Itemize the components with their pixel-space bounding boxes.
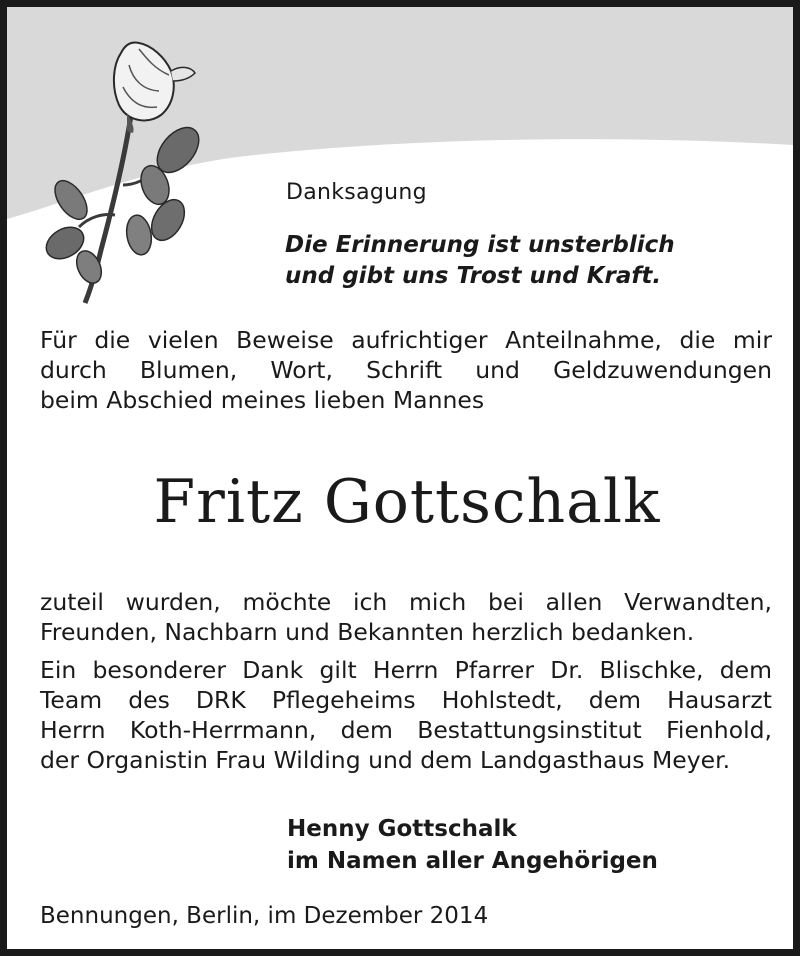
intro-line: durch Blumen, Wort, Schrift und Geldzuwendungen [40,356,772,384]
special-thanks-line: Herrn Koth-Herrmann, dem Bestattungsinstitut Fienhold, [40,716,772,744]
place-date: Bennungen, Berlin, im Dezember 2014 [40,903,489,929]
motto-line: und gibt uns Trost und Kraft. [285,263,662,289]
signature [287,813,658,877]
special-thanks-line: der Organistin Frau Wilding und dem Landgasthaus Meyer. [40,746,731,774]
special-thanks-line: Team des DRK Pflegeheims Hohlstedt, dem Hausarzt [40,686,772,714]
motto-line: Die Erinnerung ist unsterblich [285,232,675,258]
thanks-paragraph [40,587,772,647]
motto-quote [285,230,675,292]
intro-paragraph [40,325,772,415]
heading: Danksagung [286,180,427,205]
thanks-line: zuteil wurden, möchte ich mich bei allen Verwandten, [40,588,772,616]
signature-subtitle: im Namen aller Angehörigen [287,848,658,874]
signature-name: Henny Gottschalk [287,816,517,842]
deceased-name: Fritz Gottschalk [153,467,661,537]
rose-icon [43,35,203,305]
intro-line: Für die vielen Beweise aufrichtiger Anteilnahme, die mir [40,326,772,354]
thanks-line: Freunden, Nachbarn und Bekannten herzlich bedanken. [40,618,695,646]
special-thanks-line: Ein besonderer Dank gilt Herrn Pfarrer Dr. Blischke, dem [40,656,772,684]
special-thanks-paragraph [40,655,772,775]
intro-line: beim Abschied meines lieben Mannes [40,386,485,414]
